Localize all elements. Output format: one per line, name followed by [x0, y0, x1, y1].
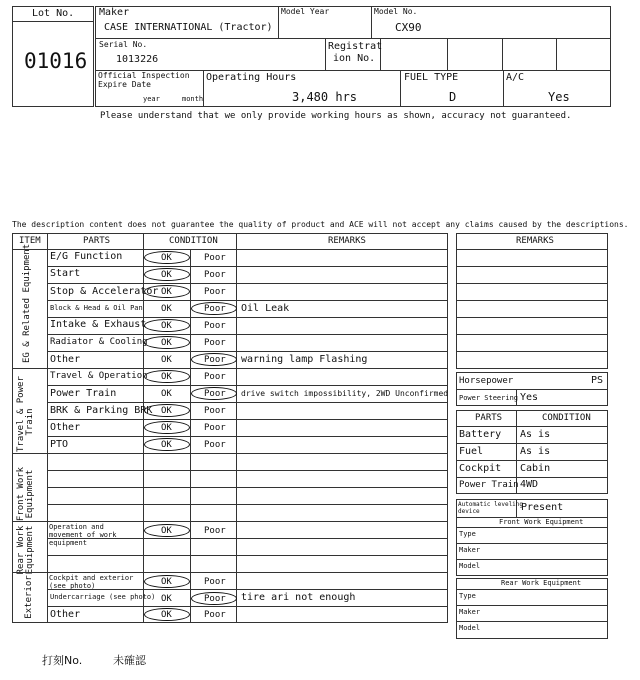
table-row-part: Intake & Exhaust [50, 319, 147, 330]
table-row-part: PTO [50, 439, 69, 450]
table-row-part: E/G Function [50, 251, 123, 262]
ok-option: OK [161, 287, 172, 297]
group-rear-line-2: Equipment [25, 525, 36, 575]
fuel-label: Fuel [459, 446, 484, 457]
table-row-remark: tire ari not enough [241, 592, 356, 603]
serial-label: Serial No. [99, 40, 148, 49]
model-no-value: CX90 [395, 21, 422, 34]
ok-option: OK [161, 577, 172, 587]
auto-leveling-label-1: Automatic leveling [458, 501, 524, 508]
registration-label-1: Registrat [328, 41, 383, 52]
group-rear-line-1: Rear Work [16, 525, 26, 575]
operating-hours-value: 3,480 hrs [292, 90, 358, 104]
year-label: year [143, 95, 160, 103]
cockpit-value: Cabin [520, 463, 551, 474]
table-row-remark: drive switch impossibility, 2WD Unconfirmed [241, 389, 449, 398]
group-travel-line-1: Travel & Power [16, 376, 26, 452]
table-row-part: Undercarriage (see photo) [50, 593, 156, 601]
rear-type-label: Type [459, 592, 476, 600]
ok-option: OK [161, 304, 172, 314]
table-row-part-text: Cockpit and exterior (see photo) [49, 574, 134, 591]
group-front-label [17, 464, 39, 524]
maker-label: Maker [99, 7, 130, 18]
table-row-part [49, 574, 141, 590]
power-steering-value: Yes [520, 392, 539, 403]
table-row-part [49, 523, 141, 547]
front-work-title: Front Work Equipment [499, 518, 584, 526]
poor-option: Poor [204, 355, 226, 365]
ac-label: A/C [506, 72, 525, 83]
table-row-part: Travel & Operation [50, 371, 148, 381]
table-row-part-text: Operation and movement of work equipment [49, 523, 117, 548]
front-type-label: Type [459, 530, 476, 538]
stamp-number-label: 打刻No. [42, 654, 83, 667]
ok-option: OK [161, 321, 172, 331]
table-row-part: Start [50, 268, 81, 279]
fuel-value: As is [520, 446, 551, 457]
col-remarks-header: REMARKS [328, 236, 366, 246]
poor-option: Poor [204, 577, 226, 587]
group-eg-label: EG & Related Equipment [22, 243, 32, 363]
power-steering-label: Power Steering [459, 394, 519, 402]
front-maker-label: Maker [459, 546, 481, 554]
table-row-part: Power Train [50, 388, 117, 399]
battery-value: As is [520, 429, 551, 440]
poor-option: Poor [204, 526, 226, 536]
stamp-number-value: 未確認 [113, 654, 146, 667]
table-row-part: Other [50, 609, 81, 620]
table-row-part: Block & Head & Oil Pan [50, 304, 143, 312]
ac-value: Yes [548, 90, 570, 104]
poor-option: Poor [204, 440, 226, 450]
rear-work-title: Rear Work Equipment [501, 579, 582, 587]
ok-option: OK [161, 355, 172, 365]
group-front-line-2: Equipment [25, 469, 36, 519]
col-parts-header: PARTS [83, 236, 111, 246]
ok-option: OK [161, 610, 172, 620]
battery-label: Battery [459, 429, 502, 440]
right-remarks-header: REMARKS [516, 236, 554, 246]
serial-value: 1013226 [116, 54, 159, 65]
right-parts-header: PARTS [475, 413, 503, 423]
rear-maker-label: Maker [459, 608, 481, 616]
poor-option: Poor [204, 253, 226, 263]
horsepower-label: Horsepower [459, 376, 514, 386]
fuel-type-label: FUEL TYPE [404, 72, 459, 83]
lot-label: Lot No. [32, 8, 75, 19]
table-row-part: Other [50, 354, 81, 365]
col-condition-header: CONDITION [169, 236, 218, 246]
group-front-line-1: Front Work [16, 466, 26, 522]
inspection-label-2: Expire Date [98, 80, 151, 89]
auto-leveling-label-2: device [458, 508, 480, 515]
table-row-remark: warning lamp Flashing [241, 354, 368, 365]
model-year-label: Model Year [281, 7, 330, 16]
poor-option: Poor [204, 594, 226, 604]
table-row-part: BRK & Parking BRK [50, 405, 153, 416]
table-row-part: Stop & Accelerator [50, 286, 159, 297]
fuel-type-value: D [449, 90, 457, 104]
col-item-header: ITEM [19, 236, 41, 246]
lot-number: 01016 [24, 49, 88, 73]
table-row-part: Radiator & Cooling [50, 337, 148, 347]
poor-option: Poor [204, 610, 226, 620]
table-row-remark: Oil Leak [241, 303, 290, 314]
horsepower-unit: PS [591, 375, 604, 386]
power-train-label: Power Train [459, 480, 519, 490]
poor-option: Poor [204, 270, 226, 280]
poor-option: Poor [204, 372, 226, 382]
ok-option: OK [161, 594, 172, 604]
ok-option: OK [161, 440, 172, 450]
group-travel-line-2: Train [25, 408, 36, 436]
front-model-label: Model [459, 562, 481, 570]
rear-model-label: Model [459, 624, 481, 632]
ok-option: OK [161, 406, 172, 416]
poor-option: Poor [204, 287, 226, 297]
poor-option: Poor [204, 406, 226, 416]
ok-option: OK [161, 389, 172, 399]
group-exterior-label: Exterior [24, 575, 34, 619]
disclaimer: The description content does not guarantee the quality of product and ACE will not accept any claims caused by the descriptions. [12, 220, 629, 229]
poor-option: Poor [204, 423, 226, 433]
power-train-value: 4WD [520, 479, 539, 490]
table-row-part: Other [50, 422, 81, 433]
ok-option: OK [161, 338, 172, 348]
ok-option: OK [161, 270, 172, 280]
registration-label-2: ion No. [333, 53, 376, 64]
poor-option: Poor [204, 389, 226, 399]
ok-option: OK [161, 253, 172, 263]
auto-leveling-value: Present [521, 502, 564, 513]
cockpit-label: Cockpit [459, 463, 502, 474]
ok-option: OK [161, 423, 172, 433]
month-label: month [182, 95, 204, 103]
remarks-box [456, 233, 608, 369]
right-condition-header: CONDITION [542, 413, 591, 423]
maker-value: CASE INTERNATIONAL (Tractor) [104, 22, 273, 33]
poor-option: Poor [204, 321, 226, 331]
operating-hours-label: Operating Hours [206, 72, 297, 83]
poor-option: Poor [204, 338, 226, 348]
group-travel-label [16, 376, 39, 452]
inspection-label-1: Official Inspection [98, 71, 190, 80]
hours-notice: Please understand that we only provide working hours as shown, accuracy not guaranteed. [100, 111, 572, 121]
ok-option: OK [161, 372, 172, 382]
model-no-label: Model No. [374, 7, 418, 16]
ok-option: OK [161, 526, 172, 536]
poor-option: Poor [204, 304, 226, 314]
